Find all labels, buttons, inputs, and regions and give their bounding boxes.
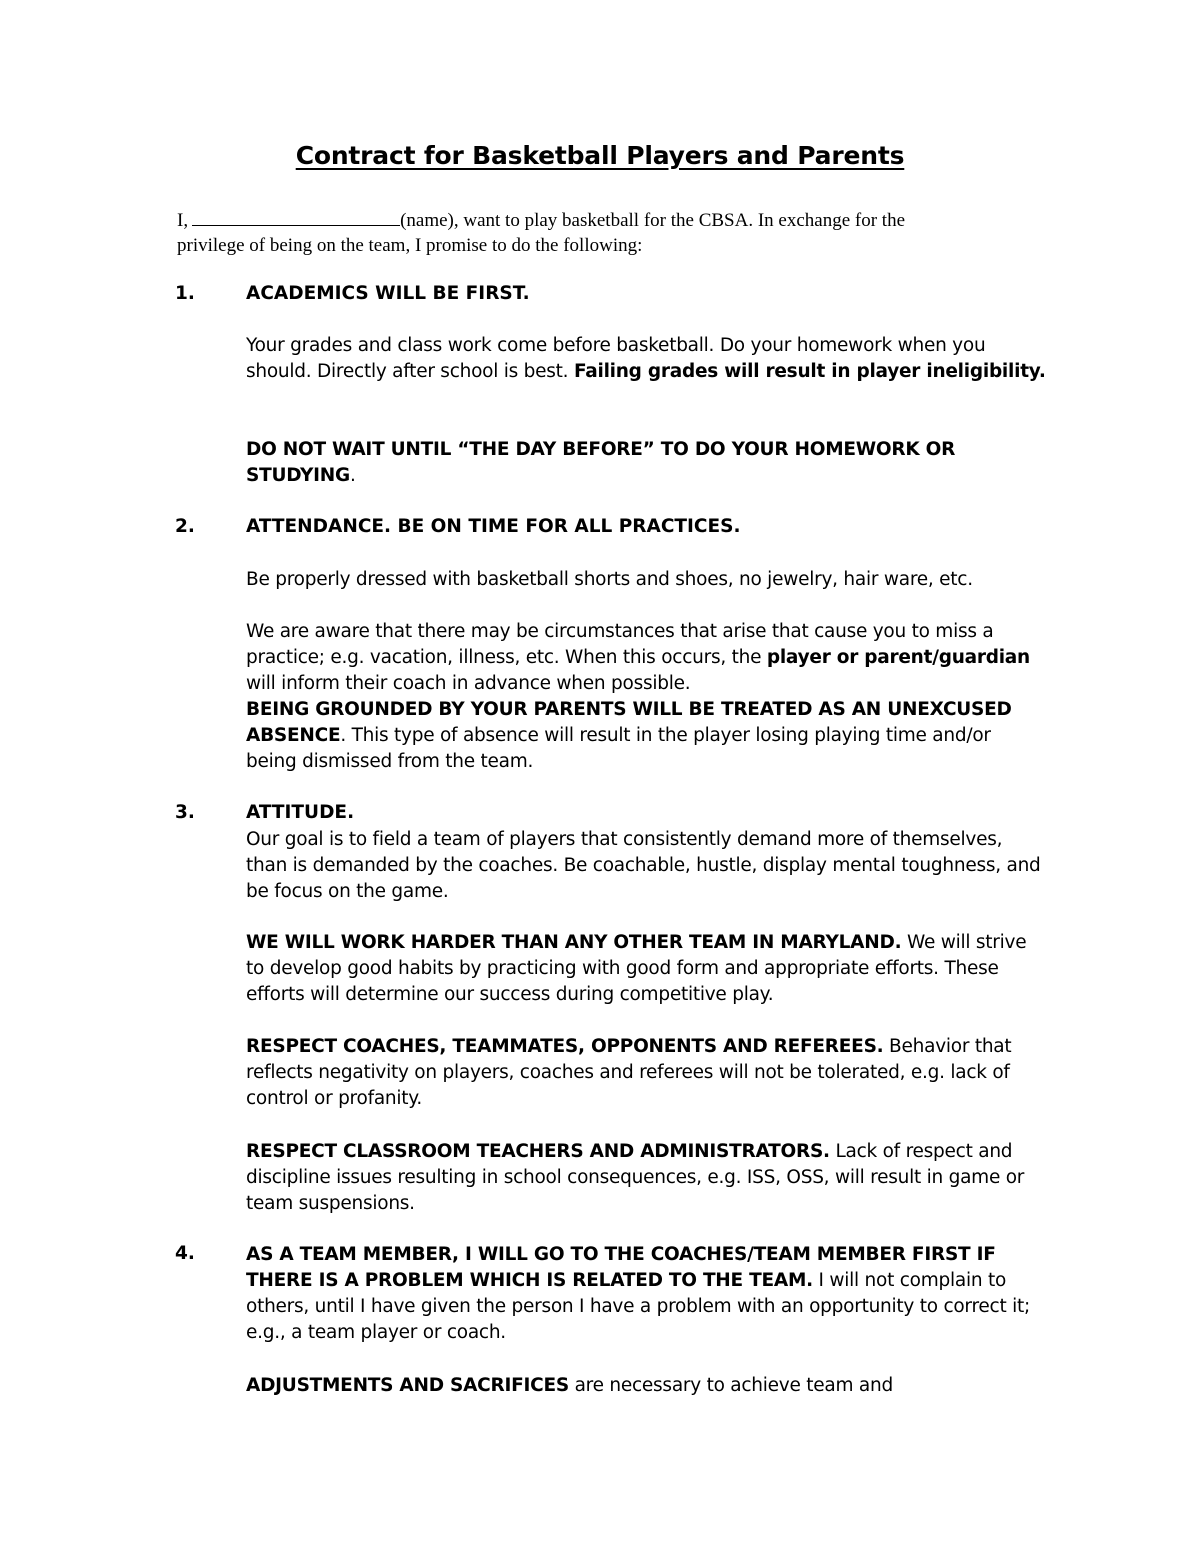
paragraph-text: I will not complain to others, until I have given the person I have a problem with an opportunity to correct it; e.g., a team player or coach. [246,1270,1030,1343]
document-title: Contract for Basketball Players and Parents [295,141,905,170]
intro-paragraph [177,208,997,258]
section-3-paragraph-1 [246,827,1046,905]
section-1-paragraph-2 [246,437,1046,489]
paragraph-bold-text: BEING GROUNDED BY YOUR PARENTS WILL BE TREATED AS AN UNEXCUSED ABSENCE [246,699,1012,746]
section-number: 1. [175,283,195,304]
paragraph-bold-text: WE WILL WORK HARDER THAN ANY OTHER TEAM IN MARYLAND. [246,932,902,953]
section-3-paragraph-2 [246,930,1046,1008]
section-heading: ATTITUDE. [246,802,355,823]
section-2-paragraph-1 [246,567,1046,593]
section-3-paragraph-3 [246,1034,1046,1112]
paragraph-bold-text: RESPECT COACHES, TEAMMATES, OPPONENTS AND REFEREES. [246,1036,884,1057]
section-heading: ATTENDANCE. BE ON TIME FOR ALL PRACTICES. [246,516,741,537]
paragraph-bold-text: AS A TEAM MEMBER, I WILL GO TO THE COACHES/TEAM MEMBER FIRST IF THERE IS A PROBLEM WHICH IS RELATED TO THE TEAM. [246,1244,996,1291]
paragraph-text: Our goal is to field a team of players that consistently demand more of themselves, than is demanded by the coaches. Be coachable, hustle, display mental toughness, and be focus on the game. [246,829,1041,902]
intro-line-2: privilege of being on the team, I promise to do the following: [177,235,643,256]
paragraph-bold-text: RESPECT CLASSROOM TEACHERS AND ADMINISTRATORS. [246,1141,830,1162]
section-number: 3. [175,802,195,823]
paragraph-text: We will strive to develop good habits by practicing with good form and appropriate efforts. These efforts will determine our success during competitive play. [246,932,1027,1005]
intro-line-1 [177,208,997,233]
paragraph-bold-text: Failing grades will result in player ineligibility. [573,361,1046,382]
paragraph-text: Your grades and class work come before basketball. Do your homework when you should. Directly after school is best. [246,335,986,382]
intro-prefix: I, [177,210,189,231]
paragraph-text: are necessary to achieve team and [568,1375,893,1396]
paragraph-text: Lack of respect and discipline issues resulting in school consequences, e.g. ISS, OSS, will result in game or team suspensions. [246,1141,1025,1214]
paragraph-text: . This type of absence will result in the player losing playing time and/or being dismissed from the team. [246,725,991,772]
paragraph-text: Behavior that reflects negativity on players, coaches and referees will not be tolerated, e.g. lack of control or profanity. [246,1036,1012,1109]
paragraph-text: We are aware that there may be circumstances that arise that cause you to miss a practice; e.g. vacation, illness, etc. When this occurs, the [246,621,994,668]
section-4-paragraph-2 [246,1373,1046,1399]
section-heading: ACADEMICS WILL BE FIRST. [246,283,530,304]
intro-line-1-text: (name), want to play basketball for the CBSA. In exchange for the [400,210,906,231]
paragraph-bold-text: player or parent/guardian [766,647,1030,668]
paragraph-bold-text: DO NOT WAIT UNTIL “THE DAY BEFORE” TO DO YOUR HOMEWORK OR STUDYING [246,439,956,486]
section-number: 2. [175,516,195,537]
paragraph-text: . [349,465,356,486]
section-number: 4. [175,1243,195,1264]
name-blank-line[interactable] [192,209,400,226]
section-4-paragraph-1 [246,1242,1046,1346]
section-2-paragraph-2 [246,619,1046,775]
paragraph-text: will inform their coach in advance when possible. [246,673,691,694]
paragraph-bold-text: ADJUSTMENTS AND SACRIFICES [246,1375,569,1396]
paragraph-text: Be properly dressed with basketball shorts and shoes, no jewelry, hair ware, etc. [246,569,973,590]
section-1-paragraph-1 [246,333,1046,385]
section-3-paragraph-4 [246,1139,1046,1217]
